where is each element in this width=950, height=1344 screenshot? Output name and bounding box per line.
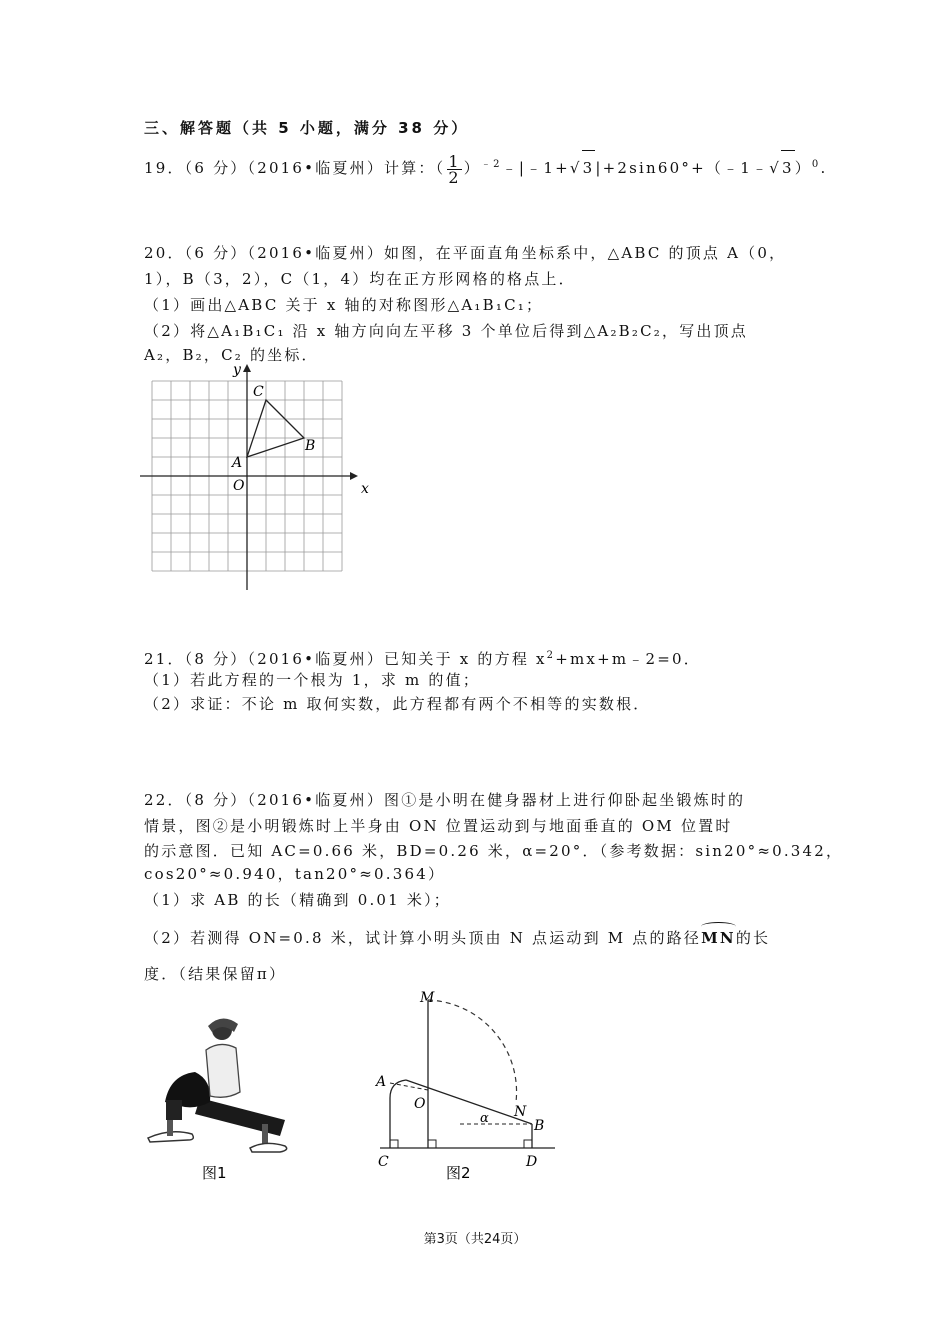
q22-line6-b: 的长 (735, 929, 771, 947)
q19-sqrt1 (570, 150, 596, 185)
x-axis-label: x (361, 481, 369, 497)
point-b-label: B (305, 438, 316, 454)
point-o2-label: O (414, 1096, 426, 1112)
q22-line4: cos20°≈0.940，tan20°≈0.364） (144, 865, 446, 883)
point-b2-label: B (534, 1118, 545, 1134)
right-angle-o-icon (428, 1140, 436, 1148)
q21-sup: 2 (546, 650, 556, 661)
q19-part3: ﹣|﹣1+ (501, 159, 570, 177)
point-c-label: C (253, 384, 264, 400)
q19-part4: |+2sin60°+（﹣1﹣ (595, 159, 770, 177)
q19-sqrt2 (769, 150, 795, 185)
q20-line2: 1），B（3，2），C（1，4）均在正方形网格的格点上． (144, 270, 576, 288)
arc-mn-label: MN (701, 929, 736, 947)
q20-line5: A₂，B₂，C₂ 的坐标． (144, 346, 319, 364)
figure-2-caption: 图2 (446, 1164, 471, 1182)
q19-frac-den: 2 (448, 167, 461, 187)
x-axis-arrow-icon (350, 472, 358, 480)
q19-exp1: ﹣2 (480, 159, 502, 170)
point-d-label: D (526, 1154, 538, 1170)
figure-2-diagram (370, 988, 565, 1188)
line-ac (390, 1080, 406, 1148)
person-torso-icon (206, 1044, 240, 1097)
bench-leg-icon (262, 1124, 268, 1144)
q19-fraction (447, 151, 461, 187)
section-title: 三、解答题（共 5 小题，满分 38 分） (144, 119, 470, 137)
figure-1-bench-illustration (140, 1010, 300, 1190)
q21-line1-a: 21．（8 分）（2016•临夏州）已知关于 x 的方程 x (144, 650, 547, 668)
point-a2-label: A (376, 1074, 387, 1090)
q19-sqrt2-value: 3 (781, 150, 795, 185)
q22-line2: 情景，图②是小明锻炼时上半身由 ON 位置运动到与地面垂直的 OM 位置时 (144, 817, 733, 835)
q22-line5: （1）求 AB 的长（精确到 0.01 米）； (144, 891, 451, 909)
point-c2-label: C (378, 1154, 389, 1170)
y-axis-label: y (233, 362, 241, 378)
bench-pad-icon (195, 1098, 285, 1136)
q21-line3: （2）求证：不论 m 取何实数，此方程都有两个不相等的实数根． (144, 695, 651, 713)
foot-holder-icon (166, 1100, 182, 1120)
page-footer: 第3页（共24页） (423, 1232, 527, 1247)
q19-frac-num: 1 (448, 151, 461, 171)
arc-mn-path (428, 1000, 517, 1102)
origin-label: O (233, 478, 245, 494)
right-angle-c-icon (390, 1140, 398, 1148)
bench-foot-icon (250, 1143, 287, 1152)
radical-sign-icon: √ (569, 159, 582, 177)
right-angle-d-icon (524, 1140, 532, 1148)
q19-exp2: 0 (811, 159, 821, 170)
q20-line3: （1）画出△ABC 关于 x 轴的对称图形△A₁B₁C₁； (144, 296, 544, 314)
alpha-label: α (480, 1111, 489, 1126)
q19-part2: ） (463, 159, 481, 177)
q19-end: . (820, 159, 828, 177)
arc-mn (701, 928, 736, 948)
question-19 (144, 148, 827, 185)
point-n-label: N (514, 1104, 527, 1120)
radical-sign-icon: √ (769, 159, 781, 177)
q22-line1: 22．（8 分）（2016•临夏州）图①是小明在健身器材上进行仰卧起坐锻炼时的 (144, 791, 746, 809)
q21-line1-b: +mx+m﹣2=0． (555, 650, 701, 668)
q19-prefix: 19．（6 分）（2016•临夏州）计算：（ (144, 159, 446, 177)
q22-line6 (144, 928, 770, 948)
q21-line2: （1）若此方程的一个根为 1，求 m 的值； (144, 671, 481, 689)
q22-line7: 度．（结果保留π） (144, 965, 287, 983)
y-axis-arrow-icon (243, 364, 251, 372)
q22-line6-a: （2）若测得 ON=0.8 米，试计算小明头顶由 N 点运动到 M 点的路径 (144, 929, 702, 947)
triangle-abc (247, 400, 304, 457)
q20-coordinate-graph (140, 362, 370, 590)
q20-line4: （2）将△A₁B₁C₁ 沿 x 轴方向向左平移 3 个单位后得到△A₂B₂C₂，写出顶点 (144, 322, 749, 340)
q19-part5: ） (794, 159, 812, 177)
arc-symbol-icon (701, 922, 736, 931)
q19-sqrt1-value: 3 (582, 150, 596, 185)
q21-line1 (144, 646, 701, 669)
q20-line1: 20．（6 分）（2016•临夏州）如图，在平面直角坐标系中，△ABC 的顶点 A（0， (144, 244, 787, 262)
q22-line3: 的示意图．已知 AC=0.66 米，BD=0.26 米，α=20°．（参考数据：sin20°≈0.342， (144, 842, 844, 860)
point-a-label: A (232, 455, 243, 471)
figure-1-caption: 图1 (202, 1164, 227, 1182)
point-m-label: M (420, 990, 435, 1006)
